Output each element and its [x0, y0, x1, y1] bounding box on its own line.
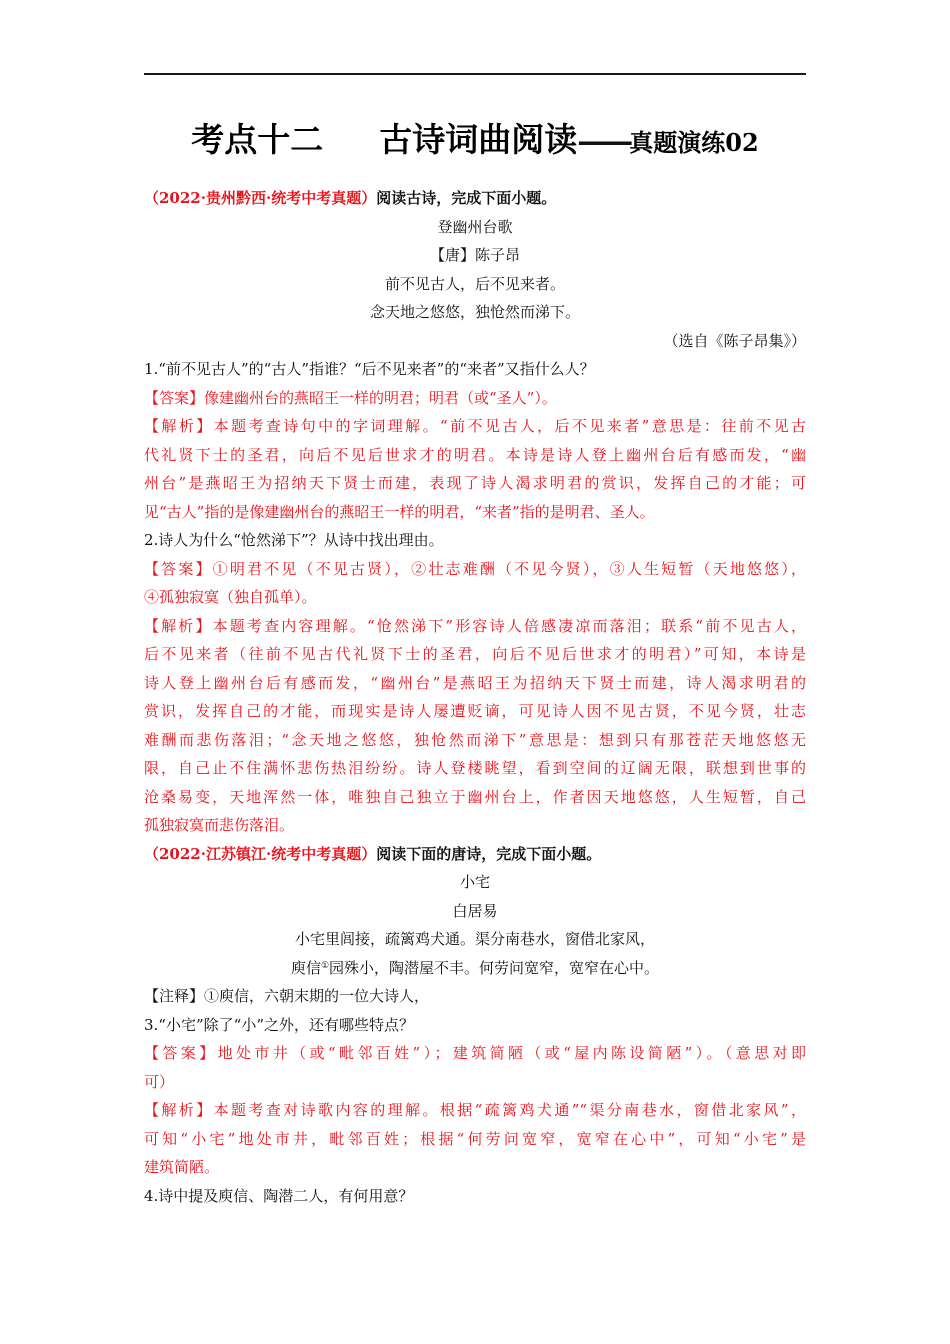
- answer-1: [144, 384, 806, 413]
- poem-title: 登幽州台歌: [437, 217, 513, 236]
- page-title: [0, 114, 950, 161]
- analysis-2-line: 赏识，发挥自己的才能，而现实是诗人屡遭贬谪，可见诗人因不见古贤，不见今贤，壮志: [144, 702, 806, 720]
- instruction: 阅读古诗，完成下面小题。: [376, 189, 557, 207]
- analysis-3-line: 可知“小宅”地处市井，毗邻百姓；根据“何劳问宽窄，宽窄在心中”，可知“小宅”是: [144, 1129, 806, 1148]
- answer-tag: 【答案】: [144, 388, 205, 407]
- title-subject: 古诗词曲阅读: [379, 120, 578, 159]
- poem-title: 小宅: [459, 873, 490, 891]
- analysis-tag: 【解析】: [144, 616, 213, 635]
- analysis-2-line: 诗人登上幽州台后有感而发，“幽州台”是燕昭王为招纳天下贤士而建，诗人渴求明君的: [144, 673, 806, 692]
- poem-line: 庾信①园殊小，陶潜屋不丰。何劳问宽窄，宽窄在心中。: [290, 958, 660, 977]
- answer-tag: 【答案】: [144, 559, 213, 578]
- source-tag: （2022·贵州黔西·统考中考真题）: [144, 189, 377, 207]
- analysis-2-line: 沧桑易变，天地浑然一体，唯独自己独立于幽州台上，作者因天地悠悠，人生短暂，自己: [144, 787, 806, 806]
- answer-text: 像建幽州台的燕昭王一样的明君；明君（或“圣人”）。: [204, 388, 557, 407]
- answer-3-line: 可）: [144, 1072, 175, 1091]
- answer-2-line: ④孤独寂寞（独自孤单）。: [144, 588, 317, 606]
- analysis-3-line: 建筑简陋。: [144, 1158, 220, 1176]
- analysis-1-line: 见“古人”指的是像建幽州台的燕昭王一样的明君，“来者”指的是明君、圣人。: [144, 502, 655, 521]
- question-2: 2.诗人为什么“怆然涕下”？从诗中找出理由。: [144, 531, 444, 549]
- analysis-1-line: 州台”是燕昭王为招纳天下贤士而建，表现了诗人渴求明君的赏识，发挥自己的才能；可: [144, 474, 806, 492]
- title-subtitle: 真题演练02: [629, 128, 759, 157]
- section-1-heading: [144, 184, 806, 213]
- answer-3-line: 【答案】地处市井（或“毗邻百姓”）；建筑简陋（或“屋内陈设简陋”）。（意思对即: [144, 1044, 806, 1062]
- analysis-2-line: 难酬而悲伤落泪；“念天地之悠悠，独怆然而涕下”意思是：想到只有那苍茫天地悠悠无: [144, 730, 806, 749]
- poem-line: 前不见古人，后不见来者。: [384, 274, 565, 293]
- analysis-2-line: 限，自己止不住满怀悲伤热泪纷纷。诗人登楼眺望，看到空间的辽阔无限，联想到世事的: [144, 759, 806, 777]
- title-topic: 考点十二: [191, 120, 324, 159]
- footnote-marker: ①: [320, 960, 330, 971]
- question-3: 3.“小宅”除了“小”之外，还有哪些特点？: [144, 1015, 414, 1034]
- question-4: 4.诗中提及庾信、陶潜二人，有何用意？: [144, 1186, 414, 1205]
- title-dash: ——: [577, 124, 630, 159]
- analysis-tag: 【解析】: [144, 417, 214, 435]
- poem-author: 【唐】陈子昂: [429, 246, 520, 264]
- poem-citation: （选自《陈子昂集》）: [663, 331, 806, 350]
- section-2-heading: [144, 840, 806, 869]
- analysis-2-line: 孤独寂寞而悲伤落泪。: [144, 816, 295, 834]
- answer-tag: 【答案】: [144, 1044, 218, 1062]
- poem-line: 小宅里闾接，疏篱鸡犬通。渠分南巷水，窗借北家风，: [294, 930, 655, 948]
- instruction: 阅读下面的唐诗，完成下面小题。: [376, 844, 602, 863]
- analysis-tag: 【解析】: [144, 1101, 214, 1119]
- poem-author: 白居易: [452, 901, 498, 920]
- footnote: 【注释】①庾信，六朝末期的一位大诗人，: [144, 987, 430, 1005]
- answer-2-line: 【答案】①明君不见（不见古贤），②壮志难酬（不见今贤），③人生短暂（天地悠悠），: [144, 559, 806, 578]
- poem-line: 念天地之悠悠，独怆然而涕下。: [369, 303, 580, 321]
- analysis-3-line: 【解析】本题考查对诗歌内容的理解。根据“疏篱鸡犬通”“渠分南巷水，窗借北家风”，: [144, 1101, 806, 1119]
- document-body: [144, 184, 806, 1210]
- analysis-2-line: 后不见来者（往前不见古代礼贤下士的圣君，向后不见后世求才的明君）”可知，本诗是: [144, 645, 806, 663]
- header-rule: [144, 73, 806, 75]
- source-tag: （2022·江苏镇江·统考中考真题）: [144, 844, 377, 863]
- question-1: 1.“前不见古人”的“古人”指谁？“后不见来者”的“来者”又指什么人？: [144, 360, 595, 378]
- analysis-2-line: 【解析】本题考查内容理解。“怆然涕下”形容诗人倍感凄凉而落泪；联系“前不见古人，: [144, 616, 806, 635]
- analysis-1-line: 代礼贤下士的圣君，向后不见后世求才的明君。本诗是诗人登上幽州台后有感而发，“幽: [144, 445, 806, 464]
- analysis-1-line: 【解析】本题考查诗句中的字词理解。“前不见古人，后不见来者”意思是：往前不见古: [144, 417, 806, 435]
